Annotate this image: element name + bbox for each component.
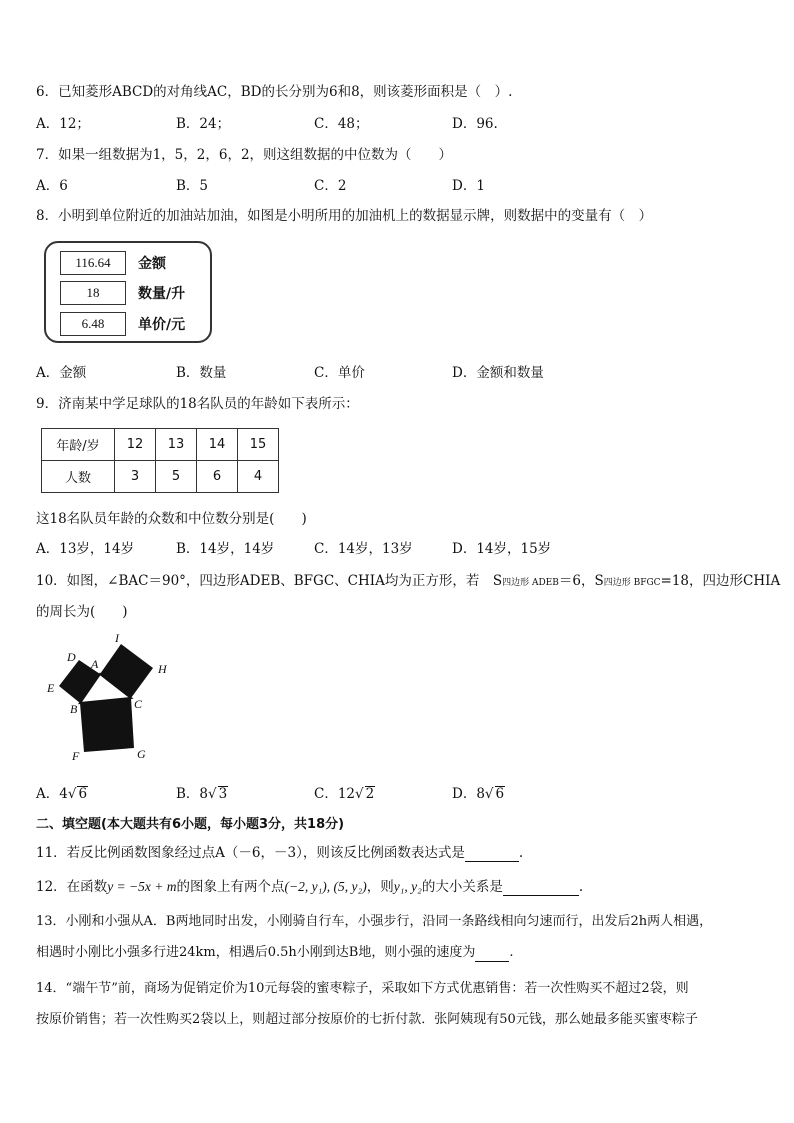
q9-option-a: A．13岁，14岁 — [36, 541, 135, 557]
q9-question: 这18名队员年龄的众数和中位数分别是( ) — [36, 511, 307, 527]
q10-option-d-coef: D．8 — [452, 786, 485, 802]
table-cell: 15 — [238, 429, 279, 461]
label-g: G — [137, 747, 146, 761]
q12-dot: . — [578, 879, 584, 895]
amount-label: 金额 — [138, 256, 166, 272]
q10-mid-text: ＝6，S — [558, 573, 604, 589]
q10-option-c-coef: C．12 — [314, 786, 356, 802]
table-cell: 14 — [197, 429, 238, 461]
q10-option-a-radicand: 6 — [78, 786, 88, 802]
q6-option-c: C．48； — [314, 116, 369, 132]
q10-line1-text: 10．如图，∠BAC＝90°，四边形ADEB、BFGC、CHIA均为正方形，若 S — [36, 573, 503, 589]
label-i: I — [115, 631, 119, 645]
q11-line — [36, 844, 523, 862]
table-cell: 5 — [156, 461, 197, 493]
q13-line2: 相遇时小刚比小强多行进24km，相遇后0.5h小刚到达B地，则小强的速度为 — [36, 945, 476, 960]
q13-line2-wrap — [36, 944, 514, 962]
q12-mid2: ，则 — [366, 879, 394, 895]
q10-line2: 的周长为( ) — [36, 604, 128, 620]
q12-end: 的大小关系是 — [421, 879, 503, 895]
q12-line — [36, 878, 583, 896]
q8-option-a: A．金额 — [36, 365, 87, 381]
q12-vars: y₁, y₂ — [393, 879, 422, 894]
q6-option-a: A．12； — [36, 116, 90, 132]
label-a: A — [91, 657, 99, 671]
table-row — [42, 429, 279, 461]
q12-points: (−2, y₁), (5, y₂) — [284, 879, 367, 894]
age-table — [41, 428, 279, 493]
q9-option-c: C．14岁，13岁 — [314, 541, 413, 557]
q13-end: . — [509, 945, 514, 960]
q7-option-a: A．6 — [36, 178, 68, 194]
q6-option-b: B．24； — [176, 116, 231, 132]
table-row — [42, 461, 279, 493]
table-cell: 12 — [115, 429, 156, 461]
sqrt-icon: √ — [208, 786, 217, 802]
sqrt-icon: √ — [355, 786, 364, 802]
table-cell: 3 — [115, 461, 156, 493]
q8-option-c: C．单价 — [314, 365, 365, 381]
q9-text: 9．济南某中学足球队的18名队员的年龄如下表所示： — [36, 396, 359, 412]
section-title: 二、填空题(本大题共有6小题，每小题3分，共18分) — [36, 817, 345, 832]
table-cell: 13 — [156, 429, 197, 461]
q10-option-a-coef: A．4 — [36, 786, 68, 802]
q12-pre: 12．在函数 — [36, 879, 108, 895]
square-bfgc — [80, 698, 134, 752]
q7-text: 7．如果一组数据为1，5，2，6，2，则这组数据的中位数为（ ） — [36, 147, 453, 163]
label-h: H — [158, 662, 167, 676]
q9-option-d: D．14岁，15岁 — [452, 541, 552, 557]
fuel-pump-display — [44, 241, 212, 343]
q10-line1 — [36, 572, 780, 592]
answer-blank[interactable] — [465, 847, 519, 862]
q10-option-b — [176, 785, 228, 803]
q7-option-b: B．5 — [176, 178, 209, 194]
q10-subscript-adeb: 四边形 ADEB — [502, 578, 559, 588]
q10-option-b-radicand: 3 — [218, 786, 228, 802]
answer-blank[interactable] — [503, 881, 579, 896]
q10-subscript-bfgc: 四边形 BFGC — [603, 578, 661, 588]
q8-text: 8．小明到单位附近的加油站加油，如图是小明所用的加油机上的数据显示牌，则数据中的变量有（ ） — [36, 208, 653, 224]
q10-option-d-radicand: 6 — [495, 786, 505, 802]
q10-option-b-coef: B．8 — [176, 786, 209, 802]
q7-option-c: C．2 — [314, 178, 347, 194]
q14-line1: 14．“端午节”前，商场为促销定价为10元每袋的蜜枣粽子，采取如下方式优惠销售：若一次性购买不超过2袋，则 — [36, 981, 689, 996]
q11-text: 11．若反比例函数图象经过点A（－6，－3），则该反比例函数表达式是 — [36, 845, 465, 861]
quantity-value: 18 — [60, 281, 126, 305]
label-d: D — [67, 650, 76, 664]
answer-blank[interactable] — [475, 947, 509, 962]
q9-option-b: B．14岁，14岁 — [176, 541, 275, 557]
unit-price-label: 单价/元 — [138, 317, 186, 333]
label-b: B — [70, 702, 78, 716]
q10-option-a — [36, 785, 88, 803]
label-c: C — [134, 697, 143, 711]
q13-line1: 13．小刚和小强从A．B两地同时出发，小刚骑自行车，小强步行，沿同一条路线相向匀速而行，出发后2h两人相遇， — [36, 914, 713, 929]
q8-option-d: D．金额和数量 — [452, 365, 544, 381]
label-f: F — [72, 749, 80, 763]
amount-value: 116.64 — [60, 251, 126, 275]
q12-function: y = −5x + m — [107, 879, 177, 894]
q7-option-d: D．1 — [452, 178, 485, 194]
q10-end-text: =18，四边形CHIA — [660, 573, 781, 589]
q14-line2: 按原价销售；若一次性购买2袋以上，则超过部分按原价的七折付款．张阿姨现有50元钱，那么她最多能买蜜枣粽子 — [36, 1012, 698, 1027]
q6-option-d: D．96. — [452, 116, 498, 132]
q10-option-c-radicand: 2 — [365, 786, 375, 802]
table-cell: 人数 — [42, 461, 115, 493]
table-cell: 6 — [197, 461, 238, 493]
table-cell: 年龄/岁 — [42, 429, 115, 461]
label-e: E — [47, 681, 55, 695]
q8-option-b: B．数量 — [176, 365, 227, 381]
sqrt-icon: √ — [484, 786, 494, 802]
q10-option-d — [452, 785, 505, 803]
quantity-label: 数量/升 — [138, 286, 186, 302]
table-cell: 4 — [238, 461, 279, 493]
unit-price-value: 6.48 — [60, 312, 126, 336]
q10-option-c — [314, 785, 375, 803]
q6-text: 6．已知菱形ABCD的对角线AC，BD的长分别为6和8，则该菱形面积是（ ）. — [36, 84, 513, 100]
squares-figure — [42, 630, 182, 765]
sqrt-icon: √ — [67, 786, 77, 802]
q12-mid: 的图象上有两个点 — [176, 879, 285, 895]
q11-end: . — [518, 845, 524, 861]
